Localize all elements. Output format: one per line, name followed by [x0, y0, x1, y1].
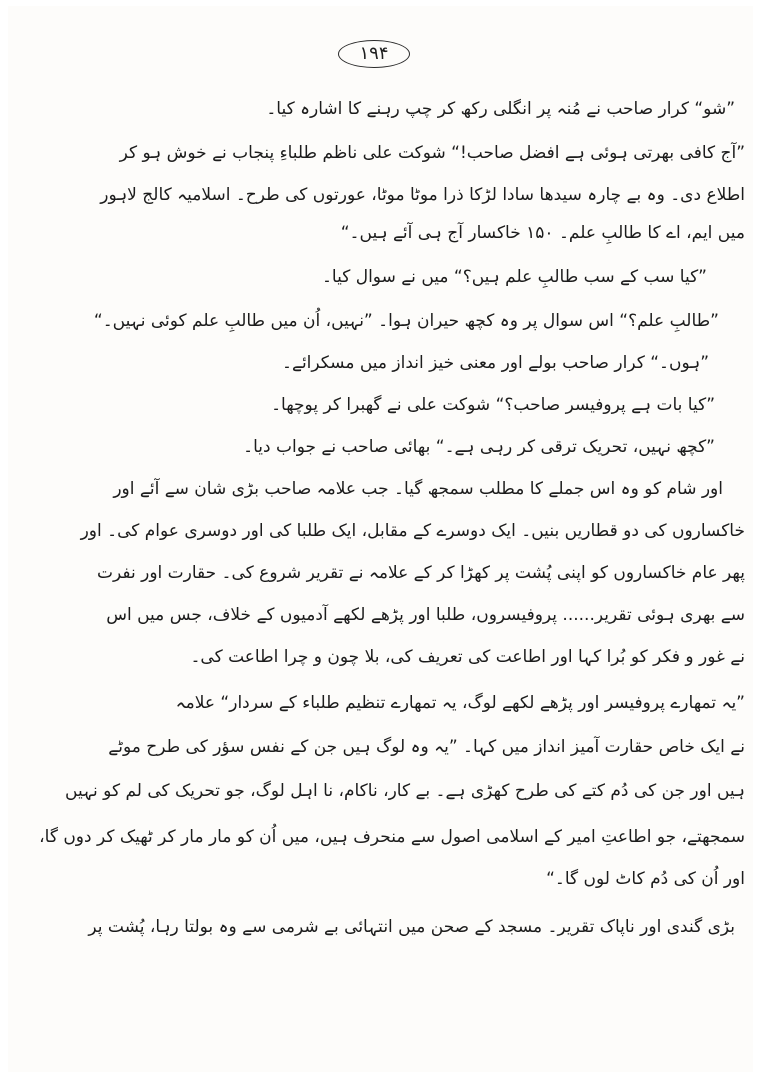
text-line: ”آج کافی بھرتی ہوئی ہے افضل صاحب!“ شوکت علی ناظم طلباءِ پنجاب نے خوش ہو کر — [119, 143, 745, 163]
text-line: ”طالبِ علم؟“ اس سوال پر وہ کچھ حیران ہوا۔ ”نہیں، اُن میں طالبِ علم کوئی نہیں۔“ — [93, 311, 719, 331]
text-line: ہیں اور جن کی دُم کتے کی طرح کھڑی ہے۔ بے کار، ناکام، نا اہل لوگ، جو تحریک کی لم کو نہیں — [65, 781, 745, 801]
book-page — [8, 6, 753, 1072]
text-line: میں ایم، اے کا طالبِ علم۔ ۱۵۰ خاکسار آج ہی آئے ہیں۔“ — [340, 223, 745, 243]
text-line: ”کیا سب کے سب طالبِ علم ہیں؟“ میں نے سوال کیا۔ — [321, 267, 707, 287]
text-line: بڑی گندی اور ناپاک تقریر۔ مسجد کے صحن میں انتہائی بے شرمی سے وہ بولتا رہا، پُشت پر — [88, 917, 735, 937]
text-line: ”کچھ نہیں، تحریک ترقی کر رہی ہے۔“ بھائی صاحب نے جواب دیا۔ — [243, 437, 715, 457]
text-line: ”کیا بات ہے پروفیسر صاحب؟“ شوکت علی نے گھبرا کر پوچھا۔ — [271, 395, 715, 415]
text-line: سے بھری ہوئی تقریر...... پروفیسروں، طلبا اور پڑھے لکھے آدمیوں کے خلاف، جس میں اس — [106, 605, 745, 625]
text-line: نے ایک خاص حقارت آمیز انداز میں کہا۔ ”یہ وہ لوگ ہیں جن کے نفس سؤر کی طرح موٹے — [108, 737, 745, 757]
page-number: ۱۹۴ — [338, 40, 410, 68]
text-line: ”یہ تمھارے پروفیسر اور پڑھے لکھے لوگ، یہ تمھارے تنظیم طلباء کے سردار“ علامہ — [175, 693, 745, 713]
text-line: ”ہوں۔“ کرار صاحب بولے اور معنی خیز انداز میں مسکرائے۔ — [282, 353, 709, 373]
text-line: ”شو“ کرار صاحب نے مُنہ پر انگلی رکھ کر چپ رہنے کا اشارہ کیا۔ — [266, 99, 735, 119]
text-line: اطلاع دی۔ وہ بے چارہ سیدھا سادا لڑکا ذرا موٹا موٹا، عورتوں کی طرح۔ اسلامیہ کالج لاہور — [100, 185, 745, 205]
text-line: پھر عام خاکساروں کو اپنی پُشت پر کھڑا کر کے علامہ نے تقریر شروع کی۔ حقارت اور نفرت — [96, 563, 745, 583]
text-line: اور اُن کی دُم کاٹ لوں گا۔“ — [546, 869, 745, 889]
text-line: نے غور و فکر کو بُرا کہا اور اطاعت کی تعریف کی، بلا چون و چرا اطاعت کی۔ — [190, 647, 745, 667]
text-line: سمجھتے، جو اطاعتِ امیر کے اسلامی اصول سے منحرف ہیں، میں اُن کو مار مار کر ٹھیک کر دوں گا، — [39, 827, 745, 847]
text-line: خاکساروں کی دو قطاریں بنیں۔ ایک دوسرے کے مقابل، ایک طلبا کی اور دوسری عوام کی۔ اور — [80, 521, 745, 541]
text-line: اور شام کو وہ اس جملے کا مطلب سمجھ گیا۔ جب علامہ صاحب بڑی شان سے آئے اور — [113, 479, 723, 499]
